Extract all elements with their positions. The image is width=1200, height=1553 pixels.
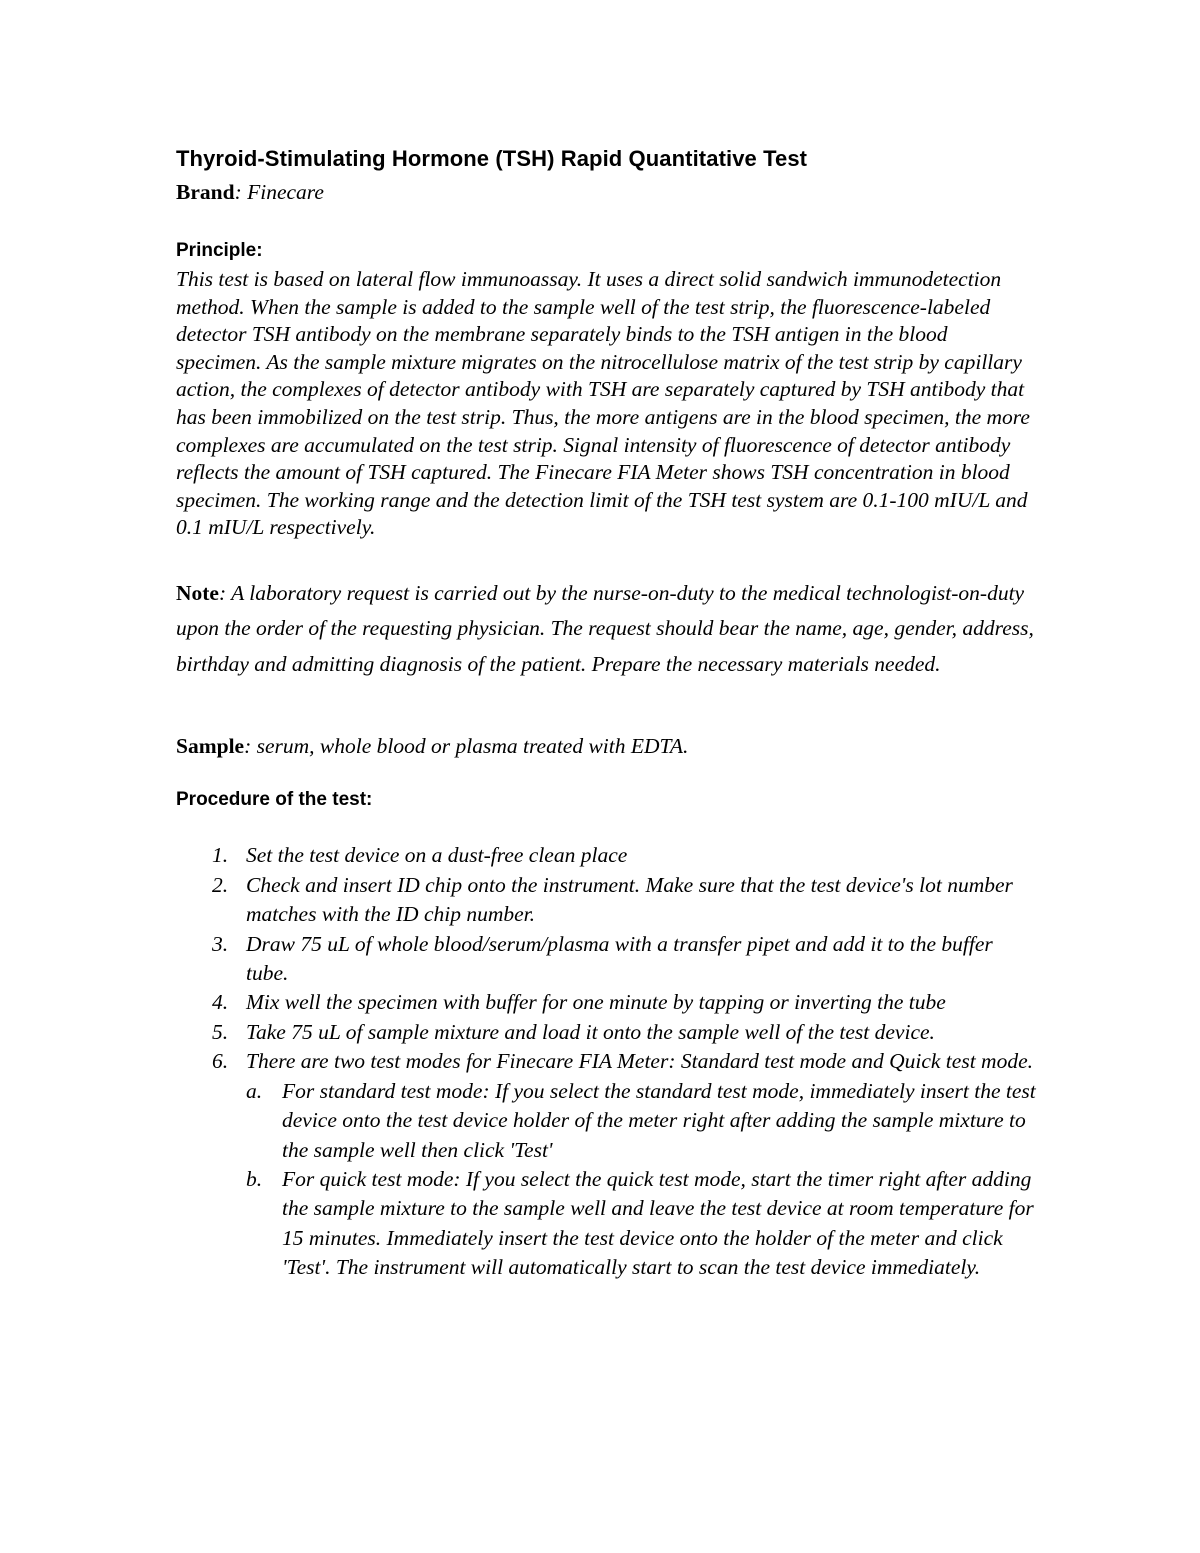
step-text: Take 75 uL of sample mixture and load it onto the sample well of the test device. (246, 1019, 935, 1044)
substep-letter: a. (246, 1078, 263, 1103)
step-text: Check and insert ID chip onto the instrument. Make sure that the test device's lot number matches with the ID chip number. (246, 872, 1013, 927)
step-number: 6. (212, 1049, 229, 1074)
step-number: 4. (212, 990, 229, 1015)
note-label: Note (176, 580, 219, 605)
substep-letter: b. (246, 1166, 263, 1191)
list-item (176, 988, 1036, 1017)
note-paragraph (176, 576, 1036, 683)
principle-text: This test is based on lateral flow immunoassay. It uses a direct solid sandwich immunodetection method. When the sample is added to the sample well of the test strip, the fluorescence-labeled detector TSH antibody on the membrane separately binds to the TSH antigen in the blood specimen. As the sample mixture migrates on the nitrocellulose matrix of the test strip by capillary action, the complexes of detector antibody with TSH are separately captured by TSH antibody that has been immobilized on the test strip. Thus, the more antigens are in the blood specimen, the more complexes are accumulated on the test strip. Signal intensity of fluorescence of detector antibody reflects the amount of TSH captured. The Finecare FIA Meter shows TSH concentration in blood specimen. The working range and the detection limit of the TSH test system are 0.1-100 mIU/L and 0.1 mIU/L respectively. (176, 267, 1030, 540)
substep-text: For standard test mode: If you select the standard test mode, immediately insert the test device onto the test device holder of the meter right after adding the sample mixture to the sample well then click 'Test' (282, 1078, 1036, 1162)
brand-line (176, 176, 1036, 208)
list-item (176, 1047, 1036, 1282)
substep-text: For quick test mode: If you select the quick test mode, start the timer right after adding the sample mixture to the sample well and leave the test device at room temperature for 15 minutes. Immediately insert the test device onto the holder of the meter and click 'Test'. The instrument will automatically start to scan the test device immediately. (282, 1166, 1034, 1280)
procedure-heading: Procedure of the test: (176, 789, 373, 811)
list-item (176, 841, 1036, 870)
step-number: 5. (212, 1019, 229, 1044)
test-mode-substeps (246, 1077, 1036, 1283)
step-number: 1. (212, 843, 229, 868)
step-number: 2. (212, 872, 229, 897)
list-item (176, 871, 1036, 930)
brand-value: Finecare (241, 180, 324, 204)
step-text: There are two test modes for Finecare FIA Meter: Standard test mode and Quick test mode. (246, 1049, 1033, 1074)
page-title: Thyroid-Stimulating Hormone (TSH) Rapid Quantitative Test (176, 146, 808, 171)
procedure-steps-list (176, 841, 1036, 1282)
step-text: Set the test device on a dust-free clean place (246, 843, 628, 868)
step-number: 3. (212, 931, 229, 956)
sub-list-item (246, 1077, 1036, 1165)
step-text: Draw 75 uL of whole blood/serum/plasma with a transfer pipet and add it to the buffer tube. (246, 931, 993, 986)
brand-label: Brand (176, 180, 235, 204)
sub-list-item (246, 1165, 1036, 1283)
sample-text: : serum, whole blood or plasma treated with EDTA. (244, 734, 689, 759)
brand-colon: : (234, 180, 242, 204)
list-item (176, 1018, 1036, 1047)
note-text: : A laboratory request is carried out by the nurse-on-duty to the medical technologist-on-duty upon the order of the requesting physician. The request should bear the name, age, gender, address, birthday and admitting diagnosis of the patient. Prepare the necessary materials needed. (176, 580, 1034, 676)
list-item (176, 930, 1036, 989)
sample-line (176, 731, 1036, 761)
sample-label: Sample (176, 734, 245, 759)
document-page (176, 142, 1036, 1283)
principle-heading: Principle: (176, 240, 263, 261)
step-text: Mix well the specimen with buffer for one minute by tapping or inverting the tube (246, 990, 946, 1015)
